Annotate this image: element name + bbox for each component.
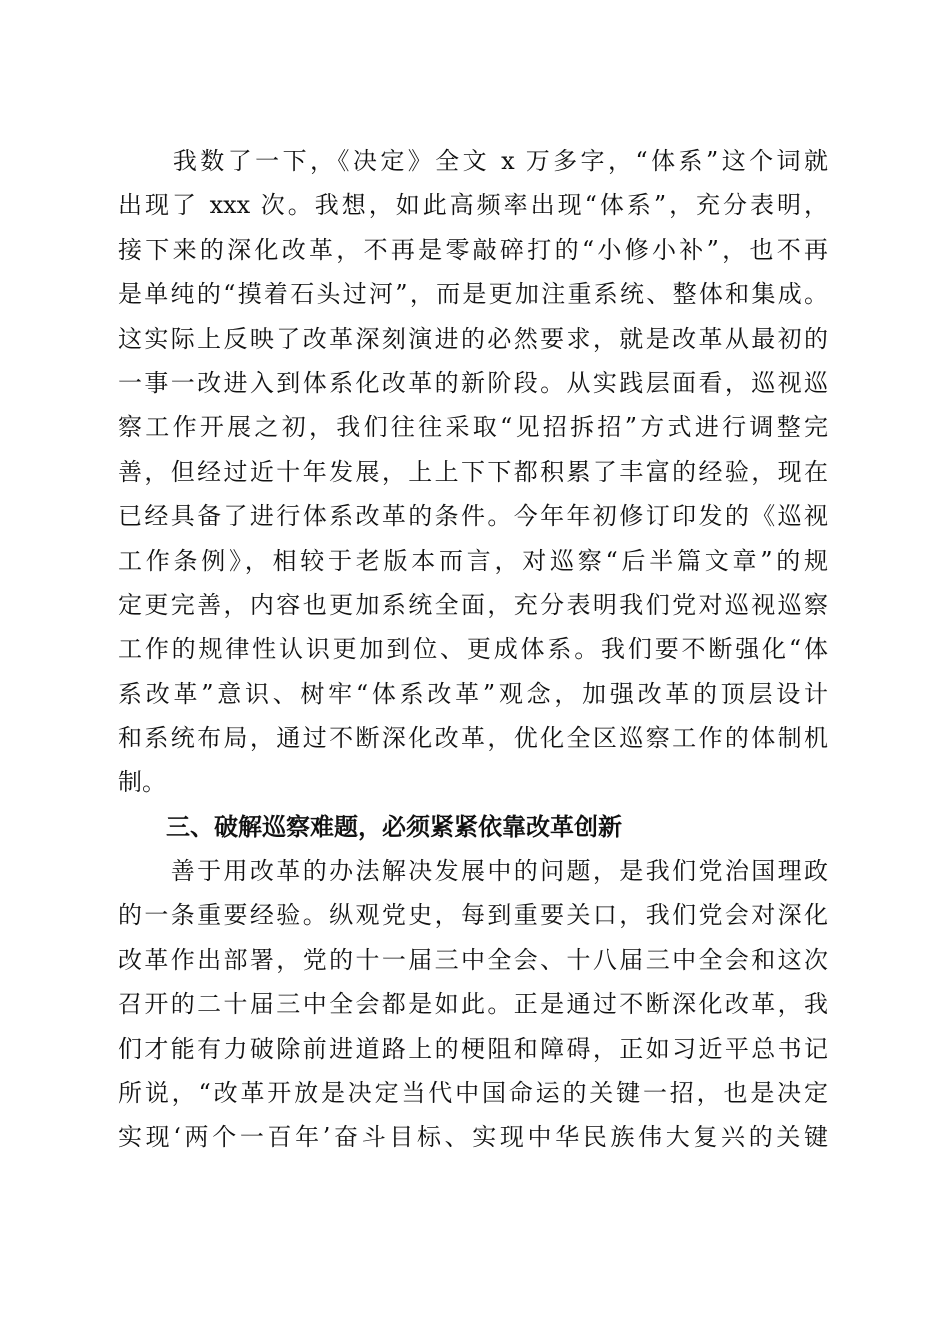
paragraph-1-line-15: 制。 [118,768,166,797]
paragraph-2-line-7: 实现‘两个一百年’奋斗目标、实现中华民族伟大复兴的关键 [118,1123,828,1152]
paragraph-2-line-3: 改革作出部署，党的十一届三中全会、十八届三中全会和这次 [118,945,828,974]
paragraph-1 [118,139,828,805]
paragraph-2-line-1: 善于用改革的办法解决发展中的问题，是我们党治国理政 [118,857,828,885]
section-heading [118,805,828,849]
paragraph-1-line-10: 工作条例》，相较于老版本而言，对巡察“后半篇文章”的规 [118,546,828,575]
paragraph-2 [118,849,828,1160]
paragraph-1-line-2: 出现了 xxx 次。我想，如此高频率出现“体系”，充分表明， [118,191,828,220]
paragraph-2-line-5: 们才能有力破除前进道路上的梗阻和障碍，正如习近平总书记 [118,1034,828,1063]
paragraph-1-line-14: 和系统布局，通过不断深化改革，优化全区巡察工作的体制机 [118,724,828,753]
paragraph-1-line-1: 我数了一下，《决定》全文 x 万多字，“体系”这个词就 [118,147,828,175]
section-heading-text: 三、破解巡察难题，必须紧紧依靠改革创新 [118,813,622,841]
paragraph-1-line-11: 定更完善，内容也更加系统全面，充分表明我们党对巡视巡察 [118,590,828,619]
paragraph-2-line-4: 召开的二十届三中全会都是如此。正是通过不断深化改革，我 [118,990,828,1019]
paragraph-1-line-6: 一事一改进入到体系化改革的新阶段。从实践层面看，巡视巡 [118,368,828,397]
paragraph-1-line-7: 察工作开展之初，我们往往采取“见招拆招”方式进行调整完 [118,413,828,442]
paragraph-1-line-13: 系改革”意识、树牢“体系改革”观念，加强改革的顶层设计 [118,679,828,708]
paragraph-1-line-4: 是单纯的“摸着石头过河”，而是更加注重系统、整体和集成。 [118,280,828,309]
paragraph-1-line-9: 已经具备了进行体系改革的条件。今年年初修订印发的《巡视 [118,502,828,531]
paragraph-2-line-2: 的一条重要经验。纵观党史，每到重要关口，我们党会对深化 [118,901,828,930]
paragraph-1-line-3: 接下来的深化改革，不再是零敲碎打的“小修小补”，也不再 [118,235,828,264]
paragraph-1-line-12: 工作的规律性认识更加到位、更成体系。我们要不断强化“体 [118,635,828,664]
paragraph-2-line-6: 所说，“改革开放是决定当代中国命运的关键一招，也是决定 [118,1078,828,1107]
paragraph-1-line-8: 善，但经过近十年发展，上上下下都积累了丰富的经验，现在 [118,457,828,486]
paragraph-1-line-5: 这实际上反映了改革深刻演进的必然要求，就是改革从最初的 [118,324,828,353]
